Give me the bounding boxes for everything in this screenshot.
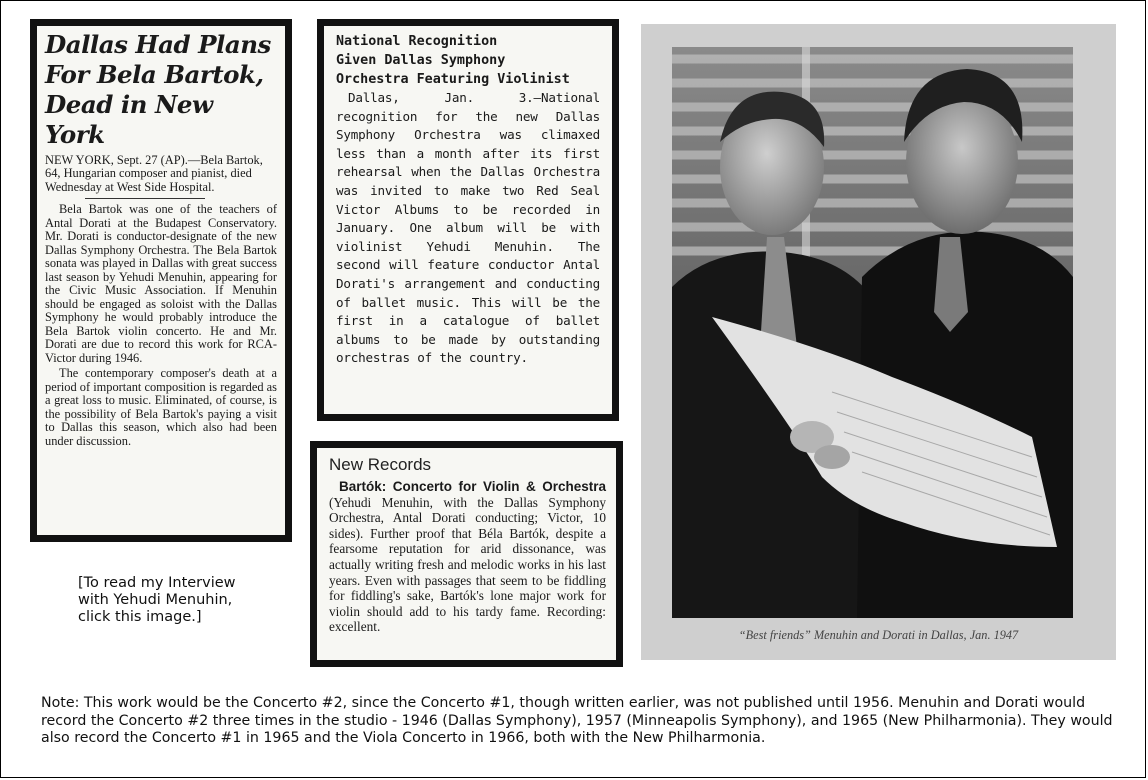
clipping-headline [336, 32, 600, 89]
clipping-paragraph: Dallas, Jan. 3.—National recognition for the new Dallas Symphony Orchestra was climaxed less than a month after its first rehearsal when the Dallas Orchestra was invited to make two Red Seal Victor Albums to be recorded in January. One album will be with violinist Yehudi Menuhin. The second will feature conductor Antal Dorati's arrangement and conducting of ballet music. This will be the first in a catalogue of ballet albums to be made by outstanding orchestras of the country. [336, 90, 600, 366]
clipping-paragraph: Bela Bartok was one of the teachers of Antal Dorati at the Budapest Conservatory. Mr. Dorati is conductor-designate of the new Dallas Symphony Orchestra. The Bela Bartok sonata was played in Dallas with great success last season by Yehudi Menuhin, appearing for the Civic Music Association. If Menuhin should be engaged as soloist with the Dallas Symphony he would probably introduce the Bela Bartok violin concerto. He and Mr. Dorati are due to record this work for RCA-Victor during 1946. [45, 202, 277, 365]
clipping-headline: New Records [329, 455, 432, 474]
link-line: with Yehudi Menuhin, [78, 592, 233, 608]
photo-caption: “Best friends” Menuhin and Dorati in Dallas, Jan. 1947 [738, 628, 1019, 642]
headline-line: National Recognition [336, 34, 498, 49]
headline-line: Dallas Had Plans [45, 30, 271, 59]
interview-link[interactable] [78, 575, 278, 626]
note-text: Note: This work would be the Concerto #2, since the Concerto #1, though written earlier, was not published until 1956. Menuhin and Dorati would record the Concerto #2 three times in the studio - 1946 (Dallas Symphony), 1957 (Minneapolis Symphony), and 1965 (New Philharmonia). They would also record the Concerto #1 in 1965 and the Viola Concerto in 1966, both with the New Philharmonia. [41, 695, 1113, 747]
record-title: Bartók: Concerto for Violin & Orchestra [339, 479, 606, 494]
record-review: (Yehudi Menuhin, with the Dallas Symphony Orchestra, Antal Dorati conducting; Victor, 10 sides). Further proof that Béla Bartók, despite a fearsome reputation for arid dissonance, was actually writing fresh and melodic works in his last years. Even with passages that seem to be fiddling for fiddling's sake, Bartók's lone major work for violin should add to his tardy fame. Recording: excellent. [329, 494, 606, 635]
clipping-new-records [310, 441, 623, 667]
clipping-bartok-death [30, 19, 292, 542]
divider [85, 198, 205, 199]
photo-illustration [672, 47, 1073, 618]
clipping-paragraph: The contemporary composer's death at a period of important composition is regarded as a great loss to music. Eliminated, of course, is the possibility of Bela Bartok's paying a visit to Dallas this season, which also had been under discussion. [45, 366, 277, 448]
link-line: click this image.] [78, 609, 202, 625]
link-line: [To read my Interview [78, 575, 236, 591]
clipping-lead: NEW YORK, Sept. 27 (AP).—Bela Bartok, 64, Hungarian composer and pianist, died Wednesday at West Side Hospital. [45, 153, 263, 194]
headline-line: Orchestra Featuring Violinist [336, 72, 570, 87]
headline-line: Given Dallas Symphony [336, 53, 506, 68]
clipping-paragraph [329, 479, 606, 635]
clipping-headline [45, 30, 277, 150]
headline-line: For Bela Bartok, [45, 60, 264, 89]
clipping-national-recognition [317, 19, 619, 421]
photo-menuhin-dorati[interactable] [672, 47, 1073, 618]
headline-line: Dead in New York [45, 90, 213, 149]
photo-panel[interactable] [641, 24, 1116, 660]
